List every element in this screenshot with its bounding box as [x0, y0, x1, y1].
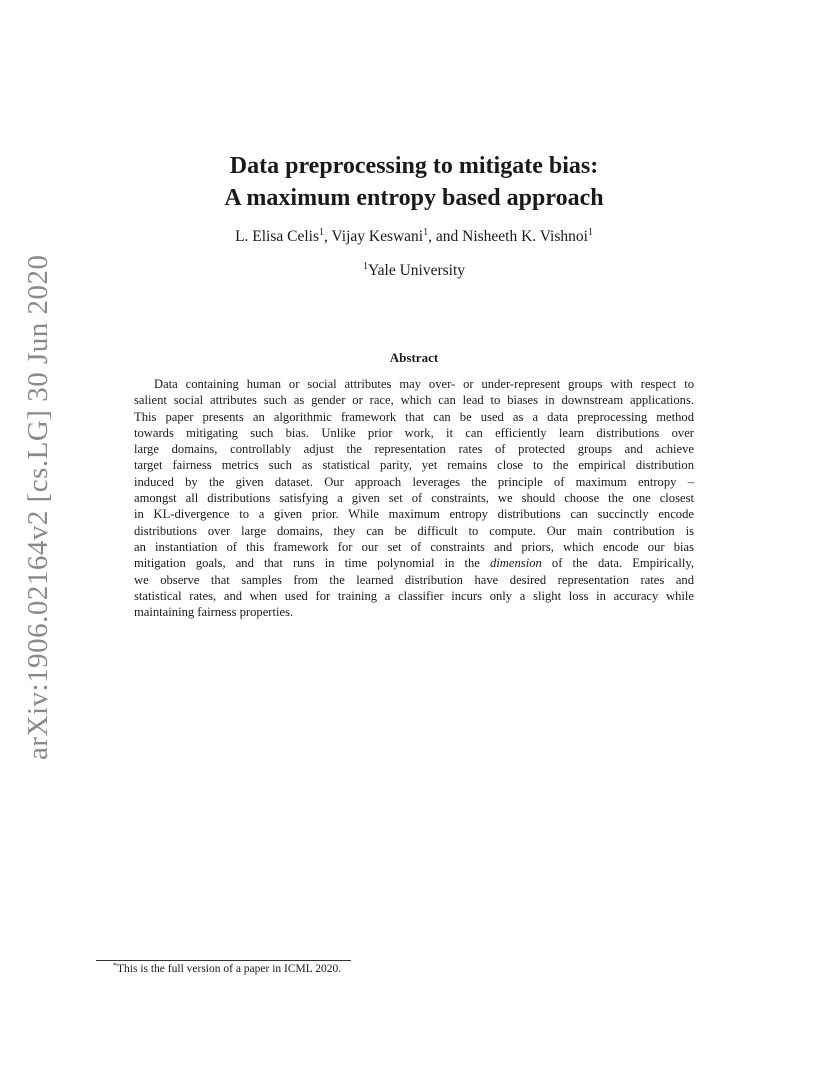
abstract-line: target fairness metrics such as statistical parity, yet remains close to the empirical distribution — [134, 458, 694, 473]
footnote-marker: * — [113, 961, 117, 970]
abstract-line-head: mitigation goals, and that runs in time polynomial in the — [134, 556, 491, 571]
abstract-line: statistical rates, and when used for training a classifier incurs only a slight loss in accuracy while — [134, 588, 694, 603]
abstract-line: maintaining fairness properties. — [134, 605, 294, 620]
abstract-line: This paper presents an algorithmic framework that can be used as a data preprocessing method — [134, 409, 694, 424]
title-line-1: Data preprocessing to mitigate bias: — [229, 153, 599, 179]
author-affiliation-mark: 1 — [423, 227, 429, 238]
affiliation — [0, 262, 828, 280]
arxiv-margin-stamp: arXiv:1906.02164v2 [cs.LG] 30 Jun 2020 — [22, 254, 54, 760]
author-name: Nisheeth K. Vishnoi — [462, 228, 588, 245]
footnote — [113, 963, 341, 975]
paper-title — [0, 150, 828, 214]
abstract-line-with-emphasis — [134, 555, 694, 571]
author-affiliation-mark: 1 — [587, 227, 593, 238]
author-separator: , — [324, 228, 332, 245]
abstract-line: distributions over large domains, they can be difficult to compute. Our main contribution is — [134, 523, 694, 538]
abstract-line: an instantiation of this framework for our set of constraints and priors, which encode our bias — [134, 539, 694, 554]
affiliation-name: Yale University — [367, 262, 466, 279]
emphasized-word: dimension — [490, 556, 542, 571]
abstract-line: induced by the given dataset. Our approach leverages the principle of maximum entropy – — [134, 474, 694, 489]
abstract-line: towards mitigating such bias. Unlike prior work, it can efficiently learn distributions over — [134, 425, 694, 440]
author-name: L. Elisa Celis — [235, 228, 320, 245]
author-list — [0, 228, 828, 246]
author-affiliation-mark: 1 — [319, 227, 325, 238]
abstract-line: in KL-divergence to a given prior. While maximum entropy distributions can succinctly encode — [134, 507, 694, 522]
footnote-text: This is the full version of a paper in ICML 2020. — [117, 963, 342, 975]
abstract-heading: Abstract — [389, 350, 439, 365]
footnote-divider — [96, 960, 351, 961]
title-line-2: A maximum entropy based approach — [224, 185, 604, 211]
abstract-line-tail: of the data. Empirically, — [541, 556, 694, 571]
affiliation-mark: 1 — [362, 261, 368, 272]
author-name: Vijay Keswani — [331, 228, 424, 245]
abstract-body — [134, 376, 694, 620]
abstract-line: we observe that samples from the learned distribution have desired representation rates and — [134, 572, 694, 587]
abstract-line: salient social attributes such as gender or race, which can lead to biases in downstream applications. — [134, 393, 694, 408]
abstract-line: Data containing human or social attributes may over- or under-represent groups with respect to — [154, 377, 694, 391]
abstract-line: large domains, controllably adjust the representation rates of protected groups and achieve — [134, 442, 694, 457]
abstract-line: amongst all distributions satisfying a given set of constraints, we should choose the one closest — [134, 491, 694, 506]
author-separator: , and — [428, 228, 463, 245]
